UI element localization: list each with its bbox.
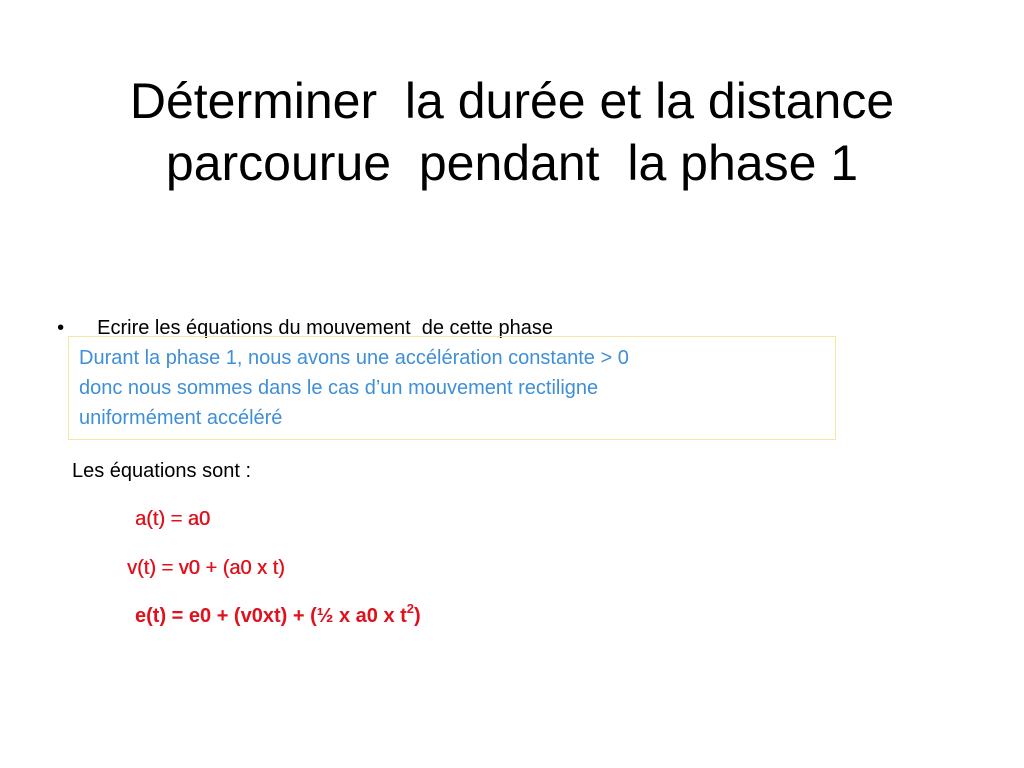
equation-velocity: v(t) = v0 + (a0 x t) xyxy=(127,557,285,579)
equation-position-main: e(t) = e0 + (v0xt) + (½ x a0 x t xyxy=(135,605,407,627)
bullet-text: Ecrire les équations du mouvement de cette phase xyxy=(97,317,553,339)
explanation-line-3: uniformément accéléré xyxy=(79,407,283,429)
bullet-item xyxy=(46,289,553,341)
slide-title-line-2: parcourue pendant la phase 1 xyxy=(165,135,859,191)
explanation-box xyxy=(68,336,836,440)
equation-acceleration: a(t) = a0 xyxy=(135,508,211,530)
equation-position xyxy=(135,603,421,629)
equation-position-close: ) xyxy=(414,605,421,627)
explanation-line-2: donc nous sommes dans le cas d’un mouvement rectiligne xyxy=(79,377,599,399)
equation-position-exponent: 2 xyxy=(406,601,415,617)
slide-title-line-1: Déterminer la durée et la distance xyxy=(129,73,895,129)
bullet-dot-icon: • xyxy=(57,317,65,339)
slide-title xyxy=(40,70,984,194)
equations-intro: Les équations sont : xyxy=(72,460,252,482)
explanation-line-1: Durant la phase 1, nous avons une accélération constante > 0 xyxy=(79,347,629,369)
